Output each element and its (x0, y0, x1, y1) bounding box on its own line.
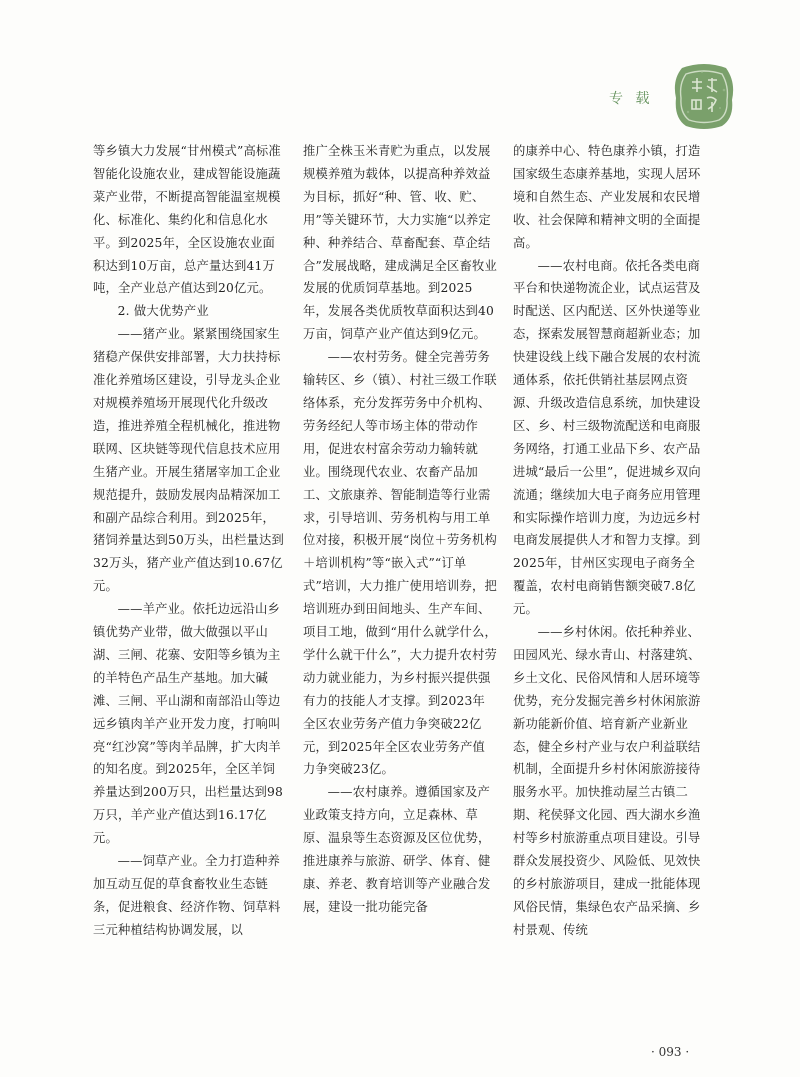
paragraph-rural-ecommerce: ——农村电商。依托各类电商平台和快递物流企业，试点运营及时配送、区内配送、区外快递等业态，探索发展智慧商超新业态；加快建设线上线下融合发展的农村流通体系，依托供销社基层网点资源、升级改造信息系统，加快建设区、乡、村三级物流配送和电商服务网络，打通工业品下乡、农产品进城“最后一公里”，促进城乡双向流通；继续加大电子商务应用管理和实际操作培训力度，为边远乡村电商发展提供人才和智力支撑。到2025年，甘州区实现电子商务全覆盖，农村电商销售额突破7.8亿元。 (513, 258, 701, 617)
text-column-2 (303, 140, 497, 919)
paragraph: 等乡镇大力发展“甘州模式”高标准智能化设施农业，建成智能设施蔬菜产业带，不断提高智能温室规模化、标准化、集约化和信息化水平。到2025年，全区设施农业面积达到10万亩，总产量达到41万吨，全产业总产值达到20亿元。 (93, 144, 281, 296)
paragraph-pig-industry: ——猪产业。紧紧围绕国家生猪稳产保供安排部署，大力扶持标准化养殖场区建设，引导龙头企业对规模养殖场开展现代化升级改造，推进养殖全程机械化，推进物联网、区块链等现代信息技术应用生猪产业。开展生猪屠宰加工企业规范提升，鼓励发展肉品精深加工和副产品综合利用。到2025年，猪饲养量达到50万头，出栏量达到32万头，猪产业产值达到10.67亿元。 (93, 327, 285, 594)
subheading-strengthen-industries: 2. 做大优势产业 (117, 304, 209, 319)
text-column-1 (93, 140, 287, 942)
seal-stamp-icon (672, 62, 736, 130)
paragraph-sheep-industry: ——羊产业。依托边远沿山乡镇优势产业带，做大做强以平山湖、三闸、花寨、安阳等乡镇为主的羊特色产品生产基地。加大碱滩、三闸、平山湖和南部沿山等边远乡镇肉羊产业开发力度，打响叫亮“红沙窝”等肉羊品牌，扩大肉羊的知名度。到2025年，全区羊饲养量达到200万只，出栏量达到98万只，羊产业产值达到16.17亿元。 (93, 602, 284, 846)
page-header (0, 0, 800, 130)
paragraph-forage-industry: ——饲草产业。全力打造种养加互动互促的草食畜牧业生态链条，促进粮食、经济作物、饲草料三元种植结构协调发展，以 (93, 854, 281, 937)
paragraph: 的康养中心、特色康养小镇，打造国家级生态康养基地，实现人居环境和自然生态、产业发展和农民增收、社会保障和精神文明的全面提高。 (513, 144, 701, 250)
page-number: · 093 · (651, 1045, 690, 1059)
section-label: 专 载 (609, 91, 654, 107)
paragraph-rural-leisure: ——乡村休闲。依托种养业、田园风光、绿水青山、村落建筑、乡土文化、民俗风情和人居环境等优势，充分发掘完善乡村休闲旅游新功能新价值、培育新产业新业态，健全乡村产业与农户利益联结机制，全面提升乡村休闲旅游接待服务水平。加快推动屋兰古镇二期、秺侯驿文化园、西大湖水乡渔村等乡村旅游重点项目建设。引导群众发展投资少、风险低、见效快的乡村旅游项目，建成一批能体现风俗民情，集绿色农产品采摘、乡村景观、传统 (513, 625, 701, 937)
paragraph-rural-labor: ——农村劳务。健全完善劳务输转区、乡（镇）、村社三级工作联络体系，充分发挥劳务中介机构、劳务经纪人等市场主体的带动作用，促进农村富余劳动力输转就业。围绕现代农业、农畜产品加工、文旅康养、智能制造等行业需求，引导培训、劳务机构与用工单位对接，积极开展“岗位＋劳务机构＋培训机构”等“嵌入式”“订单式”培训，大力推广使用培训券，把培训班办到田间地头、生产车间、项目工地，做到“用什么就学什么，学什么就干什么”，大力提升农村劳动力就业能力，为乡村振兴提供强有力的技能人才支撑。到2023年全区农业劳务产值力争突破22亿元，到2025年全区农业劳务产值力争突破23亿。 (303, 350, 497, 777)
paragraph: 推广全株玉米青贮为重点，以发展规模养殖为载体，以提高种养效益为目标，抓好“种、管、收、贮、用”等关键环节，大力实施“以养定种、种养结合、草畜配套、草企结合”发展战略，建成满足全区畜牧业发展的优质饲草基地。到2025年，发展各类优质牧草面积达到40万亩，饲草产业产值达到9亿元。 (303, 144, 497, 342)
paragraph-rural-wellness: ——农村康养。遵循国家及产业政策支持方向，立足森林、草原、温泉等生态资源及区位优势，推进康养与旅游、研学、体育、健康、养老、教育培训等产业融合发展，建设一批功能完备 (303, 785, 491, 914)
text-column-3 (513, 140, 707, 942)
